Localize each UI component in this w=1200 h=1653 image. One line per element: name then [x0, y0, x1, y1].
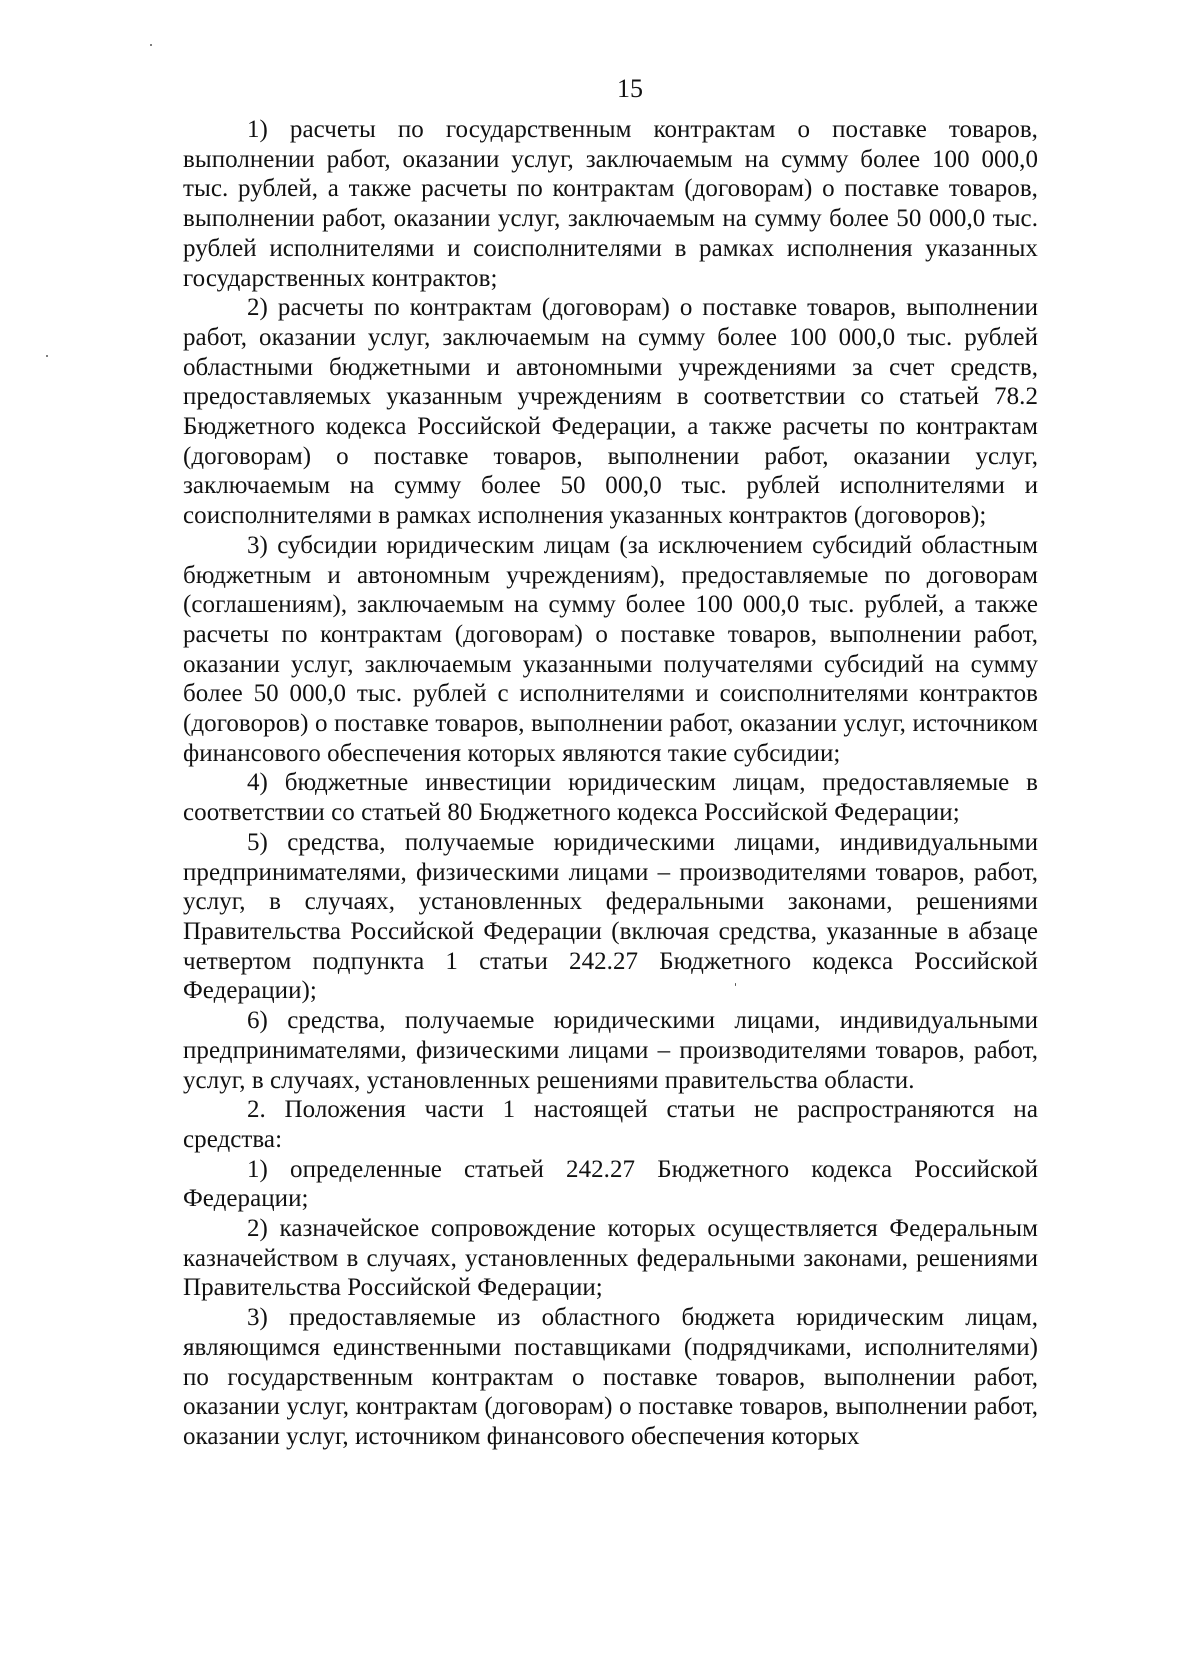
- paragraph-part-2-exclusions: 2. Положения части 1 настоящей статьи не распространяются на средства:: [183, 1096, 1038, 1153]
- paragraph-item-3-subsidies: 3) субсидии юридическим лицам (за исключением субсидий областным бюджетным и автономным учреждениям), предоставляемые по договорам (соглашениям), заключаемым на сумму более 100 000,0 тыс. рублей, а также расчеты по контрактам (договорам) о поставке товаров, выполнении работ, оказании услуг, заключаемым указанными получателями субсидий на сумму более 50 000,0 тыс. рублей с исполнителями и соисполнителями контрактов (договоров) о поставке товаров, выполнении работ, оказании услуг, источником финансового обеспечения которых являются такие субсидии;: [183, 531, 1038, 767]
- paragraph-item-4-budget-investments: 4) бюджетные инвестиции юридическим лицам, предоставляемые в соответствии со статьей 80 Бюджетного кодекса Российской Федерации;: [183, 769, 1038, 827]
- paragraph-item-2-institution-contracts: 2) расчеты по контрактам (договорам) о поставке товаров, выполнении работ, оказании услуг, заключаемым на сумму более 100 000,0 тыс. рублей областными бюджетными и автономными учреждениями за счет средств, предоставляемых указанным учреждениям в соответствии со статьей 78.2 Бюджетного кодекса Российской Федерации, а также расчеты по контрактам (договорам) о поставке товаров, выполнении работ, оказании услуг, заключаемым на сумму более 50 000,0 тыс. рублей исполнителями и соисполнителями в рамках исполнения указанных контрактов (договоров);: [183, 294, 1038, 530]
- scan-speck: [46, 355, 48, 357]
- paragraph-item-1-government-contracts: 1) расчеты по государственным контрактам о поставке товаров, выполнении работ, оказании услуг, заключаемым на сумму более 100 000,0 тыс. рублей, а также расчеты по контрактам (договорам) о поставке товаров, выполнении работ, оказании услуг, заключаемым на сумму более 50 000,0 тыс. рублей исполнителями и соисполнителями в рамках исполнения указанных государственных контрактов;: [183, 116, 1038, 292]
- paragraph-exclusion-2: 2) казначейское сопровождение которых осуществляется Федеральным казначейством в случаях, установленных федеральными законами, решениями Правительства Российской Федерации;: [183, 1215, 1038, 1302]
- paragraph-item-5-federal-funds: 5) средства, получаемые юридическими лицами, индивидуальными предпринимателями, физическими лицами – производителями товаров, работ, услуг, в случаях, установленных федеральными законами, решениями Правительства Российской Федерации (включая средства, указанные в абзаце четвертом подпункта 1 статьи 242.27 Бюджетного кодекса Российской Федерации);: [183, 828, 1038, 1005]
- page-number: 15: [617, 74, 643, 103]
- paragraph-item-6-regional-funds: 6) средства, получаемые юридическими лицами, индивидуальными предпринимателями, физическими лицами – производителями товаров, работ, услуг, в случаях, установленных решениями правительства области.: [183, 1007, 1038, 1094]
- paragraph-exclusion-1: 1) определенные статьей 242.27 Бюджетного кодекса Российской Федерации;: [183, 1155, 1038, 1213]
- scan-speck: [735, 983, 736, 986]
- scan-speck: [150, 44, 152, 46]
- document-body: [183, 115, 1038, 1452]
- paragraph-exclusion-3: 3) предоставляемые из областного бюджета юридическим лицам, являющимся единственными поставщиками (подрядчиками, исполнителями) по государственным контрактам о поставке товаров, выполнении работ, оказании услуг, контрактам (договорам) о поставке товаров, выполнении работ, оказании услуг, источником финансового обеспечения которых: [183, 1304, 1038, 1450]
